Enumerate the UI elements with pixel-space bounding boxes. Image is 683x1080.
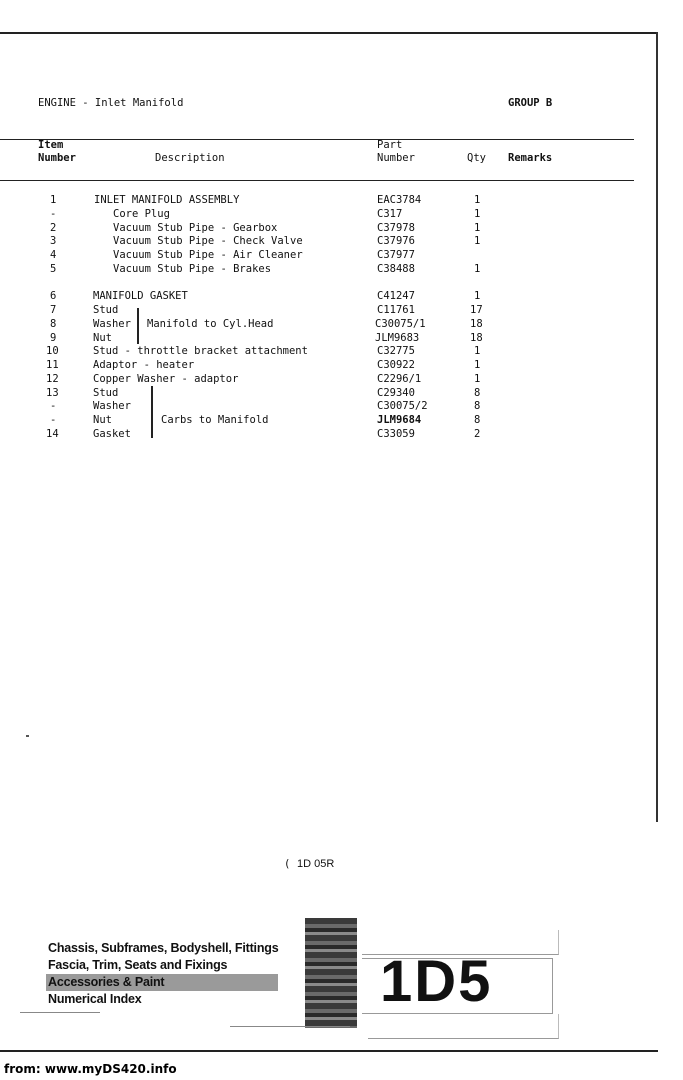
row-item: 9 bbox=[50, 332, 57, 344]
index-tab-box-bottom bbox=[368, 1014, 559, 1039]
row-description: Gasket bbox=[93, 428, 131, 440]
footer-rule-mid bbox=[230, 1026, 350, 1027]
row-description: Copper Washer - adaptor bbox=[93, 373, 239, 385]
col-qty: Qty bbox=[467, 152, 486, 164]
row-part: JLM9683 bbox=[375, 332, 420, 344]
row-part: C30075/1 bbox=[375, 318, 426, 330]
row-part: C29340 bbox=[377, 387, 415, 399]
row-item: 7 bbox=[50, 304, 57, 316]
page-ref-mark: ( bbox=[284, 858, 291, 870]
row-part: C37978 bbox=[377, 222, 415, 234]
page-border-right bbox=[656, 32, 658, 822]
row-qty: 2 bbox=[474, 428, 481, 440]
row-description: Vacuum Stub Pipe - Gearbox bbox=[113, 222, 278, 234]
row-qty: 17 bbox=[470, 304, 483, 316]
bracket-note-manifold: Manifold to Cyl.Head bbox=[147, 318, 274, 330]
index-item-numerical[interactable]: Numerical Index bbox=[48, 992, 142, 1006]
row-item: 3 bbox=[50, 235, 57, 247]
row-item: 2 bbox=[50, 222, 57, 234]
row-part: EAC3784 bbox=[377, 194, 422, 206]
row-qty: 1 bbox=[474, 359, 481, 371]
row-description: Vacuum Stub Pipe - Brakes bbox=[113, 263, 272, 275]
row-qty: 1 bbox=[474, 208, 481, 220]
row-part: C11761 bbox=[377, 304, 415, 316]
page-border-top bbox=[0, 32, 658, 34]
row-item: 5 bbox=[50, 263, 57, 275]
scan-speck bbox=[26, 735, 29, 737]
row-qty: 8 bbox=[474, 400, 481, 412]
table-header-rule-bottom bbox=[0, 180, 634, 181]
row-item: - bbox=[50, 414, 57, 426]
index-item-chassis[interactable]: Chassis, Subframes, Bodyshell, Fittings bbox=[48, 941, 279, 955]
row-qty: 18 bbox=[470, 318, 483, 330]
row-description: Stud - throttle bracket attachment bbox=[93, 345, 308, 357]
bracket-note-carbs: Carbs to Manifold bbox=[161, 414, 269, 426]
row-item: 13 bbox=[46, 387, 59, 399]
row-part: C38488 bbox=[377, 263, 415, 275]
row-description: INLET MANIFOLD ASSEMBLY bbox=[94, 194, 240, 206]
row-qty: 1 bbox=[474, 194, 481, 206]
group-label: GROUP B bbox=[508, 97, 553, 109]
row-item: 4 bbox=[50, 249, 57, 261]
row-part: C37977 bbox=[377, 249, 415, 261]
col-item-line1: Item bbox=[38, 139, 64, 151]
row-qty: 8 bbox=[474, 414, 481, 426]
index-tab-strip bbox=[305, 918, 357, 1028]
row-item: 8 bbox=[50, 318, 57, 330]
page-border-bottom bbox=[0, 1050, 658, 1052]
index-item-accessories[interactable]: Accessories & Paint bbox=[46, 974, 278, 991]
row-description: MANIFOLD GASKET bbox=[93, 290, 188, 302]
row-item: 12 bbox=[46, 373, 59, 385]
row-part: C317 bbox=[377, 208, 403, 220]
row-item: - bbox=[50, 400, 57, 412]
row-item: 14 bbox=[46, 428, 59, 440]
row-description: Nut bbox=[93, 414, 112, 426]
row-part: C30922 bbox=[377, 359, 415, 371]
footer-rule-left bbox=[20, 1012, 100, 1013]
row-qty: 1 bbox=[474, 373, 481, 385]
row-description: Adaptor - heater bbox=[93, 359, 195, 371]
section-code: 1D5 bbox=[380, 949, 493, 1014]
index-tab-list bbox=[48, 940, 278, 1008]
row-qty: 1 bbox=[474, 222, 481, 234]
source-link[interactable]: from: www.myDS420.info bbox=[4, 1062, 177, 1076]
col-remarks: Remarks bbox=[508, 152, 553, 164]
row-item: 1 bbox=[50, 194, 57, 206]
row-description: Vacuum Stub Pipe - Check Valve bbox=[113, 235, 303, 247]
col-item-line2: Number bbox=[38, 152, 76, 164]
row-description: Washer bbox=[93, 318, 131, 330]
row-qty: 1 bbox=[474, 263, 481, 275]
bracket-carbs bbox=[151, 386, 153, 438]
index-item-fascia[interactable]: Fascia, Trim, Seats and Fixings bbox=[48, 958, 228, 972]
col-part-line2: Number bbox=[377, 152, 415, 164]
col-description: Description bbox=[155, 152, 225, 164]
row-qty: 1 bbox=[474, 235, 481, 247]
row-part: JLM9684 bbox=[377, 414, 422, 426]
row-description: Stud bbox=[93, 304, 119, 316]
row-item: 11 bbox=[46, 359, 59, 371]
row-qty: 8 bbox=[474, 387, 481, 399]
row-description: Core Plug bbox=[113, 208, 170, 220]
row-qty: 1 bbox=[474, 345, 481, 357]
row-description: Nut bbox=[93, 332, 112, 344]
row-part: C32775 bbox=[377, 345, 415, 357]
row-qty: 18 bbox=[470, 332, 483, 344]
row-part: C33059 bbox=[377, 428, 415, 440]
row-description: Vacuum Stub Pipe - Air Cleaner bbox=[113, 249, 303, 261]
col-part-line1: Part bbox=[377, 139, 403, 151]
row-part: C2296/1 bbox=[377, 373, 422, 385]
page-ref: 1D 05R bbox=[297, 858, 335, 870]
section-title: ENGINE - Inlet Manifold bbox=[38, 97, 184, 109]
row-description: Washer bbox=[93, 400, 131, 412]
row-part: C30075/2 bbox=[377, 400, 428, 412]
row-item: 10 bbox=[46, 345, 59, 357]
row-part: C41247 bbox=[377, 290, 415, 302]
table-header-rule-top bbox=[0, 139, 634, 140]
row-item: - bbox=[50, 208, 57, 220]
bracket-manifold bbox=[137, 308, 139, 344]
row-qty: 1 bbox=[474, 290, 481, 302]
row-item: 6 bbox=[50, 290, 57, 302]
row-description: Stud bbox=[93, 387, 119, 399]
row-part: C37976 bbox=[377, 235, 415, 247]
